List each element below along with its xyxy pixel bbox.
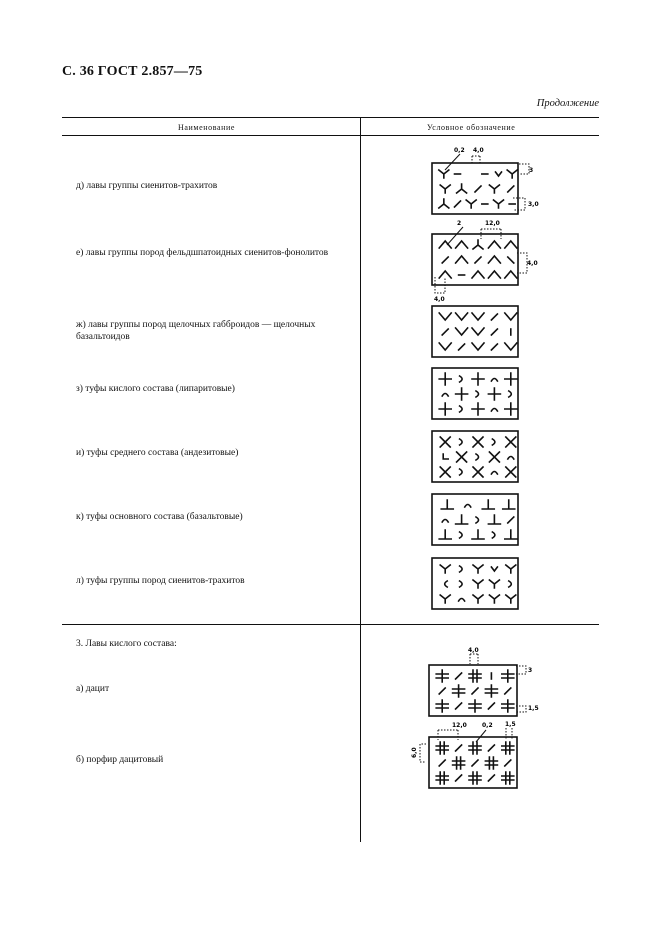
dim-label: 3: [529, 167, 534, 174]
tuff-intermediate-andesite-symbol: [431, 430, 519, 483]
pattern-mark: [440, 437, 450, 447]
pattern-mark: [491, 344, 497, 350]
tuff-acid-liparite-symbol: [431, 367, 519, 420]
pattern-mark: [472, 328, 484, 335]
pattern-mark: [460, 581, 463, 587]
pattern-mark: [476, 454, 479, 460]
pattern-mark: [456, 328, 468, 335]
sym-b-dims: [408, 718, 533, 793]
pattern-mark: [456, 388, 468, 400]
pattern-mark: [503, 500, 515, 509]
pattern-mark: [472, 403, 484, 415]
table-top-rule: [62, 117, 599, 118]
pattern-mark: [491, 379, 497, 382]
pattern-mark: [505, 313, 517, 320]
pattern-mark: [472, 530, 484, 539]
pattern-mark: [505, 403, 517, 415]
pattern-mark: [489, 595, 499, 603]
pattern-mark: [442, 520, 448, 523]
pattern-mark: [439, 373, 451, 385]
dim-label: 4,0: [468, 647, 479, 654]
page-header-title: С. 36 ГОСТ 2.857—75: [62, 64, 203, 79]
lava-alkaline-gabbroid-symbol: [431, 305, 519, 358]
row-name-zh: ж) лавы группы пород щелочных габброидов — щелочных базальтоидов: [76, 320, 316, 342]
dim-label: 2: [457, 220, 462, 227]
pattern-mark: [508, 457, 514, 460]
pattern-mark: [457, 452, 467, 462]
pattern-mark: [442, 394, 448, 397]
pattern-mark: [473, 580, 483, 588]
pattern-mark: [488, 388, 500, 400]
row-name-l: л) туфы группы пород сиенитов-трахитов: [76, 576, 245, 586]
pattern-mark: [489, 452, 499, 462]
pattern-mark: [473, 595, 483, 603]
pattern-mark: [439, 343, 451, 350]
dim-label: 3,0: [528, 201, 539, 208]
pattern-mark: [439, 313, 451, 320]
pattern-mark: [459, 599, 465, 602]
pattern-mark: [440, 595, 450, 603]
pattern-mark: [506, 437, 516, 447]
sym-e-dims: [429, 217, 544, 305]
pattern-mark: [505, 343, 517, 350]
pattern-mark: [443, 454, 448, 459]
pattern-mark: [460, 532, 463, 538]
row-name-dacite-porphyry: б) порфир дацитовый: [76, 755, 164, 765]
dim-label: 4,0: [473, 147, 484, 154]
column-header-symbol: Условное обозначение: [427, 123, 516, 132]
pattern-mark: [460, 406, 463, 412]
sym-a-dims: [428, 646, 543, 721]
pattern-mark: [505, 530, 517, 539]
pattern-mark: [473, 565, 483, 573]
dim-label: 0,2: [482, 722, 493, 729]
pattern-mark: [489, 580, 499, 588]
pattern-mark: [472, 313, 484, 320]
row-name-d: д) лавы группы сиенитов-трахитов: [76, 181, 218, 191]
table-section-rule: [62, 624, 599, 625]
table-header-rule: [62, 135, 599, 136]
pattern-mark: [505, 373, 517, 385]
pattern-mark: [482, 500, 494, 509]
dim-label: 12,0: [452, 722, 467, 729]
pattern-mark: [473, 437, 483, 447]
dim-label: 3: [528, 667, 533, 674]
row-name-i: и) туфы среднего состава (андезитовые): [76, 448, 239, 458]
dim-label: 4,0: [434, 296, 445, 303]
pattern-mark: [509, 581, 512, 587]
dim-label: 1,5: [528, 705, 539, 712]
pattern-mark: [472, 343, 484, 350]
pattern-mark: [509, 391, 512, 397]
tuff-basic-basalt-symbol: [431, 493, 519, 546]
pattern-mark: [476, 391, 479, 397]
pattern-mark: [473, 467, 483, 477]
section-title: 3. Лавы кислого состава:: [76, 639, 177, 649]
pattern-mark: [472, 373, 484, 385]
column-header-name: Наименование: [178, 123, 236, 132]
pattern-mark: [506, 595, 516, 603]
pattern-mark: [460, 439, 463, 445]
sym-d-dims: [429, 146, 544, 221]
table-column-divider: [360, 117, 361, 842]
pattern-mark: [442, 329, 448, 335]
pattern-mark: [456, 313, 468, 320]
pattern-mark: [492, 532, 495, 538]
pattern-mark: [491, 329, 497, 335]
pattern-mark: [506, 565, 516, 573]
dim-label: 6,0: [411, 747, 418, 758]
row-name-k: к) туфы основного состава (базальтовые): [76, 512, 243, 522]
pattern-mark: [492, 439, 495, 445]
pattern-mark: [460, 566, 463, 572]
pattern-mark: [491, 314, 497, 320]
pattern-mark: [491, 409, 497, 412]
dim-label: 0,2: [454, 147, 465, 154]
pattern-mark: [439, 403, 451, 415]
pattern-mark: [508, 517, 514, 523]
pattern-mark: [459, 344, 465, 350]
pattern-mark: [440, 565, 450, 573]
pattern-mark: [440, 467, 450, 477]
pattern-mark: [491, 567, 497, 571]
row-name-e: е) лавы группы пород фельдшпатоидных сиенитов-фонолитов: [76, 248, 329, 258]
continuation-label: Продолжение: [536, 98, 599, 109]
tuff-syenite-trachyte-symbol: [431, 557, 519, 610]
pattern-mark: [460, 376, 463, 382]
dim-label: 1,5: [505, 721, 516, 728]
pattern-mark: [491, 472, 497, 475]
pattern-mark: [476, 517, 479, 523]
dim-label: 12,0: [485, 220, 500, 227]
pattern-mark: [439, 530, 451, 539]
row-name-dacite: а) дацит: [76, 684, 110, 694]
pattern-mark: [488, 515, 500, 524]
pattern-mark: [506, 467, 516, 477]
pattern-mark: [465, 505, 471, 508]
pattern-mark: [456, 515, 468, 524]
pattern-mark: [441, 500, 453, 509]
row-name-z: з) туфы кислого состава (липаритовые): [76, 384, 235, 394]
dim-label: 4,0: [527, 260, 538, 267]
pattern-mark: [445, 581, 448, 587]
pattern-mark: [460, 469, 463, 475]
